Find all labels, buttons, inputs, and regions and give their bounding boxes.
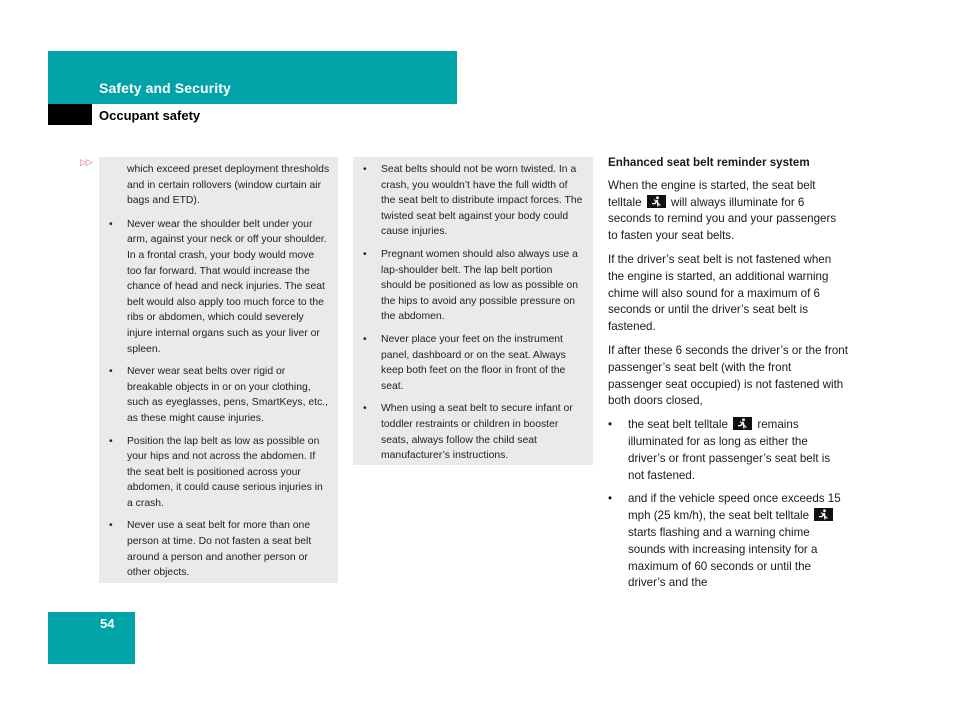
bullet: • [363, 164, 367, 175]
list-item [363, 332, 583, 394]
bullet: • [109, 218, 113, 230]
bullet: • [363, 333, 367, 345]
list-item [109, 364, 330, 426]
reminder-text: remains illuminated for as long as either the driver’s or front passenger’s seat belt is not fastened. [628, 418, 831, 482]
reminder-paragraph: If the driver’s seat belt is not fastened when the engine is started, an additional warning chime will also sound for a maximum of 6 seconds or until the driver’s seat belt is fastened. [608, 252, 832, 334]
reminder-text: When the engine is started, the seat belt telltale [608, 178, 816, 209]
bullet: • [608, 492, 613, 506]
list-item-text: Never place your feet on the instrument panel, dashboard or on the seat. Always keep both feet on the floor in front of the seat. [381, 333, 566, 392]
seat-belt-telltale-icon [814, 508, 833, 521]
seat-belt-telltale-icon [733, 417, 752, 430]
reminder-text: will always illuminate for 6 seconds to remind you and your passengers to fasten your seat belts. [608, 195, 837, 243]
bullet: • [109, 520, 113, 532]
list-item-text: When using a seat belt to secure infant or toddler restraints or children in booster seats, always follow the child seat manufacturer’s instructions. [381, 403, 573, 462]
bullet: • [109, 366, 113, 378]
warning-box-middle [353, 157, 593, 465]
reminder-paragraph: If after these 6 seconds the driver’s or the front passenger’s seat belt (with the front passenger seat occupied) is not fastened with both doors closed, [608, 343, 848, 408]
list-item-text: Seat belts should not be worn twisted. In a crash, you wouldn’t have the full width of the seat belt to distribute impact forces. The twisted seat belt against your body could cause injuries. [381, 164, 583, 238]
header-band [48, 51, 457, 104]
reminder-paragraph [608, 178, 848, 245]
reminder-heading: Enhanced seat belt reminder system [608, 156, 810, 169]
section-title: Safety and Security [99, 80, 231, 96]
list-item [608, 491, 848, 592]
continue-arrow-icon: ▷▷ [80, 157, 92, 167]
reminder-text: and if the vehicle speed once exceeds 15 mph (25 km/h), the seat belt telltale [628, 492, 841, 523]
page-number-tab [48, 612, 135, 664]
list-item-text [628, 417, 848, 484]
list-item-text: Never wear the shoulder belt under your arm, against your neck or off your shoulder. In a frontal crash, your body would move too far forward. That would increase the chance of head and neck injuries. The seat belt would also apply too much force to the ribs or abdomen, which could severely injure internal organs such as your liver or spleen. [127, 218, 327, 355]
list-item [363, 401, 583, 463]
warning-continuation-text: which exceed preset deployment thresholds and in certain rollovers (window curtain air bags and ETD). [127, 164, 330, 207]
bullet: • [608, 418, 613, 432]
page-number: 54 [100, 616, 115, 631]
section-tab-marker [48, 104, 92, 125]
bullet: • [109, 435, 113, 447]
list-item [608, 417, 848, 484]
list-item [363, 162, 583, 240]
seat-belt-reminder-section [608, 155, 848, 599]
list-item-text: Pregnant women should also always use a lap-shoulder belt. The lap belt portion should be positioned as low as possible on the hips to avoid any possible pressure on the abdomen. [381, 248, 578, 323]
list-item-text [628, 491, 848, 592]
warning-box-left [99, 157, 338, 583]
list-item-text: Never wear seat belts over rigid or breakable objects in or on your clothing, such as eyeglasses, pens, SmartKeys, etc., as these might cause injuries. [127, 366, 328, 424]
list-item [109, 434, 330, 512]
bullet: • [363, 248, 367, 260]
subsection-title: Occupant safety [99, 108, 201, 123]
list-item [109, 518, 330, 580]
list-item [109, 217, 330, 357]
list-item-text: Position the lap belt as low as possible on your hips and not across the abdomen. If the seat belt is positioned across your abdomen, it could cause serious injuries in a crash. [127, 435, 323, 509]
bullet: • [363, 403, 367, 415]
seat-belt-telltale-icon [647, 195, 666, 208]
list-item-text: Never use a seat belt for more than one person at time. Do not fasten a seat belt around a person and another person or other objects. [127, 520, 312, 579]
reminder-text: starts flashing and a warning chime sounds with increasing intensity for a maximum of 60 seconds or until the driver’s and the [628, 525, 818, 590]
list-item [363, 247, 583, 325]
reminder-text: the seat belt telltale [628, 418, 728, 432]
